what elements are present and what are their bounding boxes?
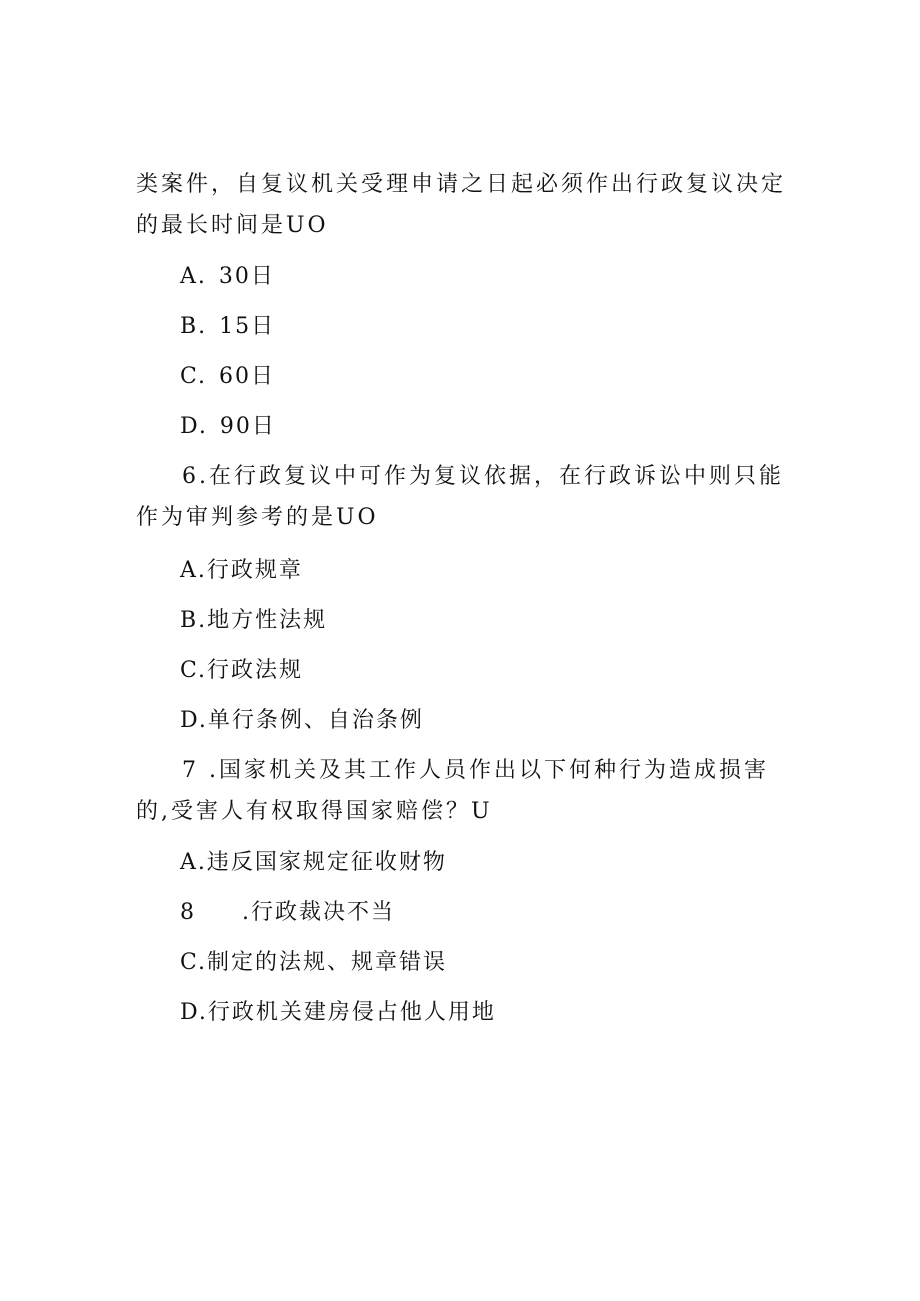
- option-text: 90日: [219, 414, 276, 439]
- question-6-stem: 6.在行政复议中可作为复议依据，在行政诉讼中则只能作为审判参考的是UO: [136, 464, 784, 530]
- option-letter: C.: [180, 364, 208, 389]
- option-letter: D.: [180, 414, 208, 439]
- option-text: 30日: [218, 264, 275, 289]
- question-6-option-c: C.行政法规: [180, 658, 304, 683]
- question-5-stem: 类案件，自复议机关受理申请之日起必须作出行政复议决定的最长时间是UO: [136, 172, 787, 238]
- question-7-option-c: C.制定的法规、规章错误: [180, 950, 448, 975]
- question-6-option-b: B.地方性法规: [180, 608, 328, 633]
- question-7-option-d: D.行政机关建房侵占他人用地: [180, 1000, 496, 1025]
- question-6-option-d: D.单行条例、自治条例: [180, 708, 424, 733]
- question-5-option-a: [180, 262, 275, 292]
- question-5-option-b: [180, 312, 275, 342]
- question-6-option-a: A.行政规章: [180, 558, 303, 583]
- question-5-option-d: [180, 412, 276, 442]
- option-prefix: 8: [180, 900, 196, 925]
- question-7-option-b: [180, 898, 395, 928]
- option-text: .行政裁决不当: [242, 900, 395, 925]
- question-7-option-a: A.违反国家规定征收财物: [180, 850, 447, 875]
- option-letter: B.: [180, 314, 208, 339]
- question-5-option-c: [180, 362, 275, 392]
- option-text: 15日: [219, 314, 276, 339]
- question-7-stem: 7 .国家机关及其工作人员作出以下何种行为造成损害的,受害人有权取得国家赔偿？U: [136, 758, 769, 824]
- option-text: 60日: [219, 364, 276, 389]
- option-letter: A.: [180, 264, 207, 289]
